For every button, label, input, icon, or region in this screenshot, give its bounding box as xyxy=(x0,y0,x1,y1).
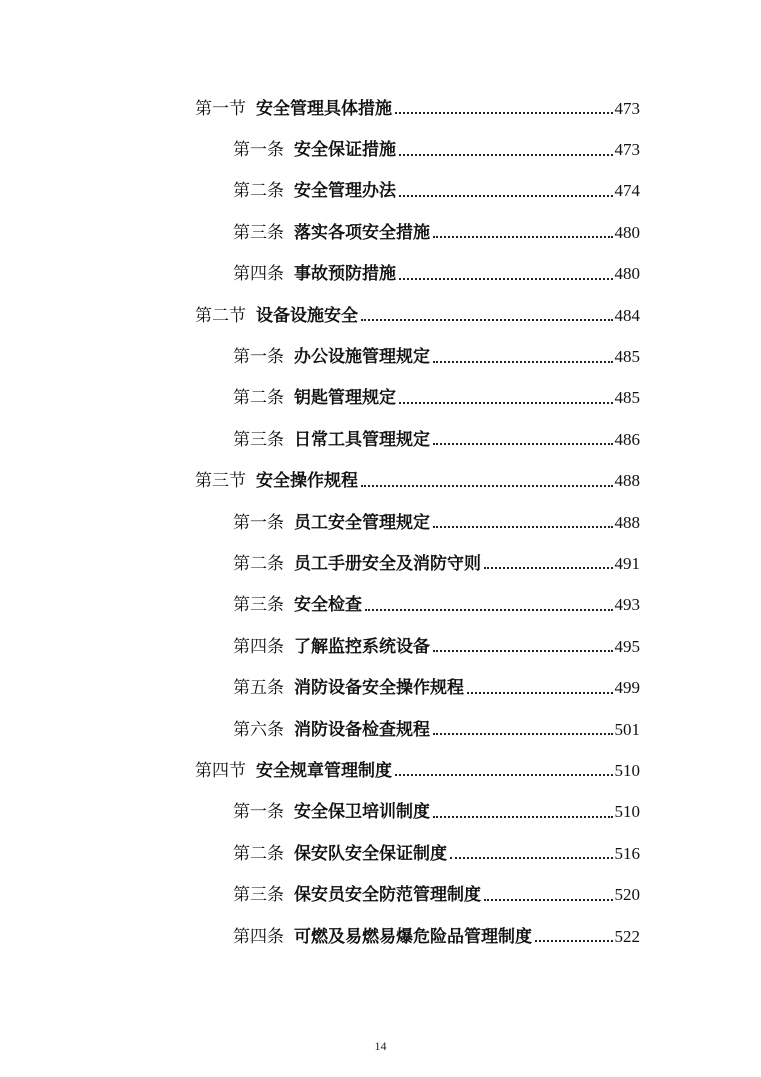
toc-entry-title: 了解监控系统设备 xyxy=(294,636,430,657)
toc-entry-title: 办公设施管理规定 xyxy=(294,347,430,368)
toc-entry-page: 522 xyxy=(614,926,640,946)
toc-entry-10[interactable] xyxy=(0,461,761,502)
toc-entry-number: 第四条 xyxy=(233,636,284,657)
toc-entry-number: 第二条 xyxy=(233,181,284,202)
dot-leader xyxy=(365,608,613,611)
toc-entry-page: 493 xyxy=(614,595,640,615)
toc-entry-label xyxy=(195,99,392,119)
toc-entry-page: 484 xyxy=(614,305,640,325)
toc-entry-page: 480 xyxy=(614,222,640,242)
toc-entry-page: 488 xyxy=(614,471,640,491)
toc-entry-title: 消防设备安全操作规程 xyxy=(294,678,464,699)
dot-leader xyxy=(361,318,613,321)
toc-entry-6[interactable] xyxy=(0,295,761,336)
toc-entry-title: 落实各项安全措施 xyxy=(294,222,430,243)
toc-entry-11[interactable] xyxy=(0,502,761,543)
toc-entry-label xyxy=(233,264,396,284)
toc-entry-page: 510 xyxy=(614,802,640,822)
toc-entry-page: 485 xyxy=(614,388,640,408)
toc-entry-number: 第一节 xyxy=(195,98,246,119)
toc-entry-title: 事故预防措施 xyxy=(294,264,396,285)
toc-entry-title: 设备设施安全 xyxy=(256,305,358,326)
toc-entry-number: 第三条 xyxy=(233,885,284,906)
toc-entry-1[interactable] xyxy=(0,88,761,129)
toc-entry-label xyxy=(233,554,481,574)
toc-entry-title: 消防设备检查规程 xyxy=(294,719,430,740)
toc-entry-page: 501 xyxy=(614,719,640,739)
toc-entry-number: 第一条 xyxy=(233,802,284,823)
dot-leader xyxy=(395,111,613,114)
toc-entry-page: 491 xyxy=(614,553,640,573)
toc-entry-7[interactable] xyxy=(0,336,761,377)
toc-entry-title: 保安队安全保证制度 xyxy=(294,843,447,864)
toc-entry-label xyxy=(195,761,392,781)
toc-entry-title: 安全管理具体措施 xyxy=(256,98,392,119)
toc-entry-number: 第三节 xyxy=(195,471,246,492)
toc-entry-page: 480 xyxy=(614,264,640,284)
toc-entry-number: 第二节 xyxy=(195,305,246,326)
toc-entry-title: 安全操作规程 xyxy=(256,471,358,492)
toc-entry-page: 473 xyxy=(614,140,640,160)
toc-entry-title: 安全保卫培训制度 xyxy=(294,802,430,823)
toc-entry-label xyxy=(233,513,430,533)
toc-entry-label xyxy=(233,720,430,740)
toc-entry-label xyxy=(233,140,396,160)
dot-leader xyxy=(433,649,613,652)
dot-leader xyxy=(433,732,613,735)
toc-entry-page: 516 xyxy=(614,843,640,863)
toc-entry-number: 第六条 xyxy=(233,719,284,740)
toc-entry-2[interactable] xyxy=(0,129,761,170)
toc-entry-number: 第二条 xyxy=(233,843,284,864)
toc-entry-page: 474 xyxy=(614,181,640,201)
toc-entry-page: 495 xyxy=(614,636,640,656)
toc-entry-5[interactable] xyxy=(0,254,761,295)
toc-entry-label xyxy=(233,802,430,822)
toc-entry-title: 可燃及易燃易爆危险品管理制度 xyxy=(294,926,532,947)
toc-entry-page: 499 xyxy=(614,678,640,698)
toc-entry-label xyxy=(233,430,430,450)
toc-entry-label xyxy=(233,223,430,243)
toc-entry-page: 473 xyxy=(614,98,640,118)
toc-entry-title: 安全保证措施 xyxy=(294,140,396,161)
dot-leader xyxy=(399,277,613,280)
toc-entry-4[interactable] xyxy=(0,212,761,253)
dot-leader xyxy=(433,235,613,238)
dot-leader xyxy=(433,360,613,363)
toc-entry-number: 第三条 xyxy=(233,222,284,243)
toc-entry-number: 第三条 xyxy=(233,429,284,450)
toc-entry-16[interactable] xyxy=(0,709,761,750)
toc-entry-label xyxy=(233,927,532,947)
dot-leader xyxy=(450,856,613,859)
toc-entry-number: 第三条 xyxy=(233,595,284,616)
toc-entry-page: 485 xyxy=(614,347,640,367)
toc-entry-18[interactable] xyxy=(0,792,761,833)
toc-entry-title: 安全检查 xyxy=(294,595,362,616)
dot-leader xyxy=(433,442,613,445)
toc-entry-page: 488 xyxy=(614,512,640,532)
toc-entry-label xyxy=(233,347,430,367)
toc-entry-number: 第二条 xyxy=(233,553,284,574)
toc-entry-label xyxy=(195,306,358,326)
dot-leader xyxy=(395,773,613,776)
toc-entry-12[interactable] xyxy=(0,543,761,584)
toc-entry-21[interactable] xyxy=(0,916,761,957)
toc-entry-title: 员工手册安全及消防守则 xyxy=(294,553,481,574)
toc-entry-15[interactable] xyxy=(0,667,761,708)
toc-entry-label xyxy=(233,885,481,905)
toc-entry-19[interactable] xyxy=(0,833,761,874)
toc-entry-label xyxy=(233,181,396,201)
toc-entry-number: 第一条 xyxy=(233,347,284,368)
toc-entry-label xyxy=(233,388,396,408)
dot-leader xyxy=(535,939,613,942)
toc-entry-number: 第四条 xyxy=(233,926,284,947)
toc-entry-number: 第一条 xyxy=(233,512,284,533)
toc-entry-title: 员工安全管理规定 xyxy=(294,512,430,533)
dot-leader xyxy=(484,898,613,901)
toc-entry-9[interactable] xyxy=(0,419,761,460)
dot-leader xyxy=(361,484,613,487)
toc-entry-17[interactable] xyxy=(0,750,761,791)
table-of-contents xyxy=(0,88,761,957)
toc-entry-label xyxy=(195,471,358,491)
toc-entry-title: 安全管理办法 xyxy=(294,181,396,202)
toc-entry-number: 第五条 xyxy=(233,678,284,699)
toc-entry-number: 第二条 xyxy=(233,388,284,409)
dot-leader xyxy=(433,815,613,818)
toc-entry-14[interactable] xyxy=(0,626,761,667)
toc-entry-label xyxy=(233,678,464,698)
dot-leader xyxy=(399,153,613,156)
toc-entry-page: 486 xyxy=(614,429,640,449)
toc-entry-8[interactable] xyxy=(0,378,761,419)
toc-entry-page: 510 xyxy=(614,760,640,780)
toc-entry-20[interactable] xyxy=(0,874,761,915)
page-number: 14 xyxy=(374,1039,387,1053)
toc-entry-page: 520 xyxy=(614,885,640,905)
toc-entry-13[interactable] xyxy=(0,585,761,626)
dot-leader xyxy=(399,401,613,404)
toc-entry-number: 第四条 xyxy=(233,264,284,285)
dot-leader xyxy=(467,691,613,694)
toc-entry-label xyxy=(233,637,430,657)
dot-leader xyxy=(433,525,613,528)
toc-entry-label xyxy=(233,844,447,864)
dot-leader xyxy=(484,566,613,569)
toc-entry-number: 第四节 xyxy=(195,760,246,781)
toc-entry-title: 日常工具管理规定 xyxy=(294,429,430,450)
toc-entry-3[interactable] xyxy=(0,171,761,212)
toc-entry-title: 安全规章管理制度 xyxy=(256,760,392,781)
toc-entry-title: 钥匙管理规定 xyxy=(294,388,396,409)
toc-entry-label xyxy=(233,595,362,615)
toc-entry-number: 第一条 xyxy=(233,140,284,161)
dot-leader xyxy=(399,194,613,197)
toc-entry-title: 保安员安全防范管理制度 xyxy=(294,885,481,906)
